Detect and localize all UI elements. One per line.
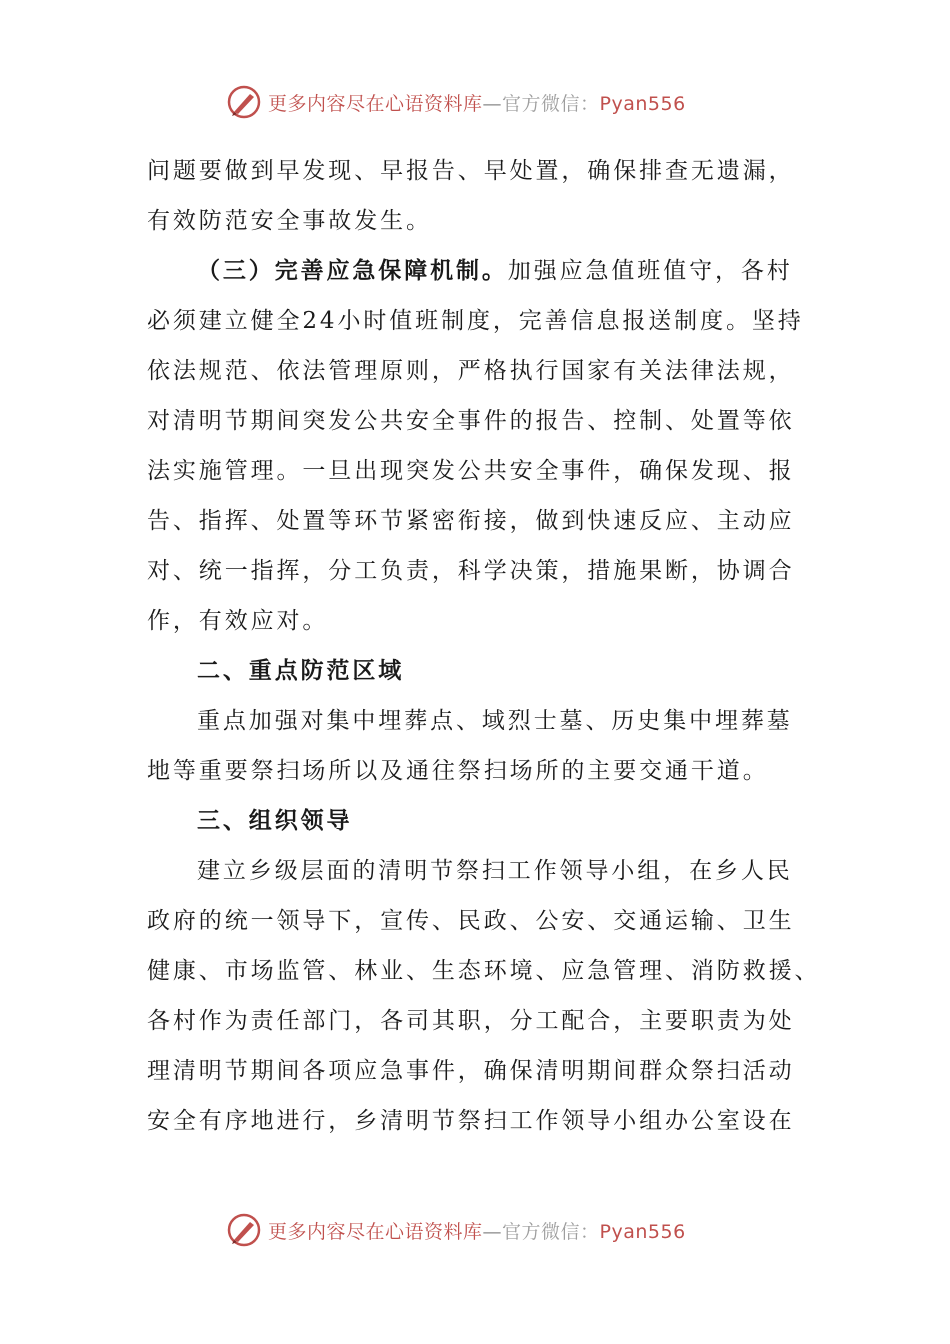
paragraph-line: 对清明节期间突发公共安全事件的报告、控制、处置等依 [147,408,795,434]
paragraph-line: 重点加强对集中埋葬点、域烈士墓、历史集中埋葬墓 [197,708,793,734]
watermark-dash: — [482,92,503,115]
watermark-text [268,1217,686,1244]
watermark-wechat-id: Pyan556 [599,1220,686,1243]
paragraph-line: 作，有效应对。 [147,608,329,634]
watermark-footer [226,1210,746,1250]
paragraph-line: 法实施管理。一旦出现突发公共安全事件，确保发现、报 [147,458,795,484]
paragraph-line: 健康、市场监管、林业、生态环境、应急管理、消防救援、 [147,958,821,984]
section-heading: 三、组织领导 [197,808,353,834]
paragraph-line: 问题要做到早发现、早报告、早处置，确保排查无遗漏， [147,158,795,184]
pen-logo-icon [226,84,262,120]
paragraph-line: 建立乡级层面的清明节祭扫工作领导小组，在乡人民 [197,858,793,884]
watermark-text [268,89,686,116]
section-heading: 二、重点防范区域 [197,658,405,684]
paragraph-text: 加强应急值班值守，各村 [507,258,793,284]
watermark-prefix: 更多内容尽在心语资料库 [268,92,483,115]
watermark-wechat-label: 官方微信： [502,1220,600,1243]
watermark-prefix: 更多内容尽在心语资料库 [268,1220,483,1243]
paragraph-line: 安全有序地进行，乡清明节祭扫工作领导小组办公室设在 [147,1108,795,1134]
paragraph-line: 有效防范安全事故发生。 [147,208,432,234]
watermark-header [226,82,746,122]
paragraph-line: 对、统一指挥，分工负责，科学决策，措施果断，协调合 [147,558,795,584]
paragraph-line: 政府的统一领导下，宣传、民政、公安、交通运输、卫生 [147,908,795,934]
watermark-wechat-label: 官方微信： [502,92,600,115]
watermark-dash: — [482,1220,503,1243]
paragraph-line [147,246,807,296]
watermark-wechat-id: Pyan556 [599,92,686,115]
paragraph-line: 必须建立健全24小时值班制度，完善信息报送制度。坚持 [147,308,804,334]
paragraph-line: 各村作为责任部门，各司其职，分工配合，主要职责为处 [147,1008,795,1034]
subheading-bold: （三）完善应急保障机制。 [197,257,508,284]
pen-logo-icon [226,1212,262,1248]
paragraph-line: 理清明节期间各项应急事件，确保清明期间群众祭扫活动 [147,1058,795,1084]
document-body [147,146,821,1146]
paragraph-line: 地等重要祭扫场所以及通往祭扫场所的主要交通干道。 [147,758,769,784]
paragraph-line: 依法规范、依法管理原则，严格执行国家有关法律法规， [147,358,795,384]
paragraph-line: 告、指挥、处置等环节紧密衔接，做到快速反应、主动应 [147,508,795,534]
